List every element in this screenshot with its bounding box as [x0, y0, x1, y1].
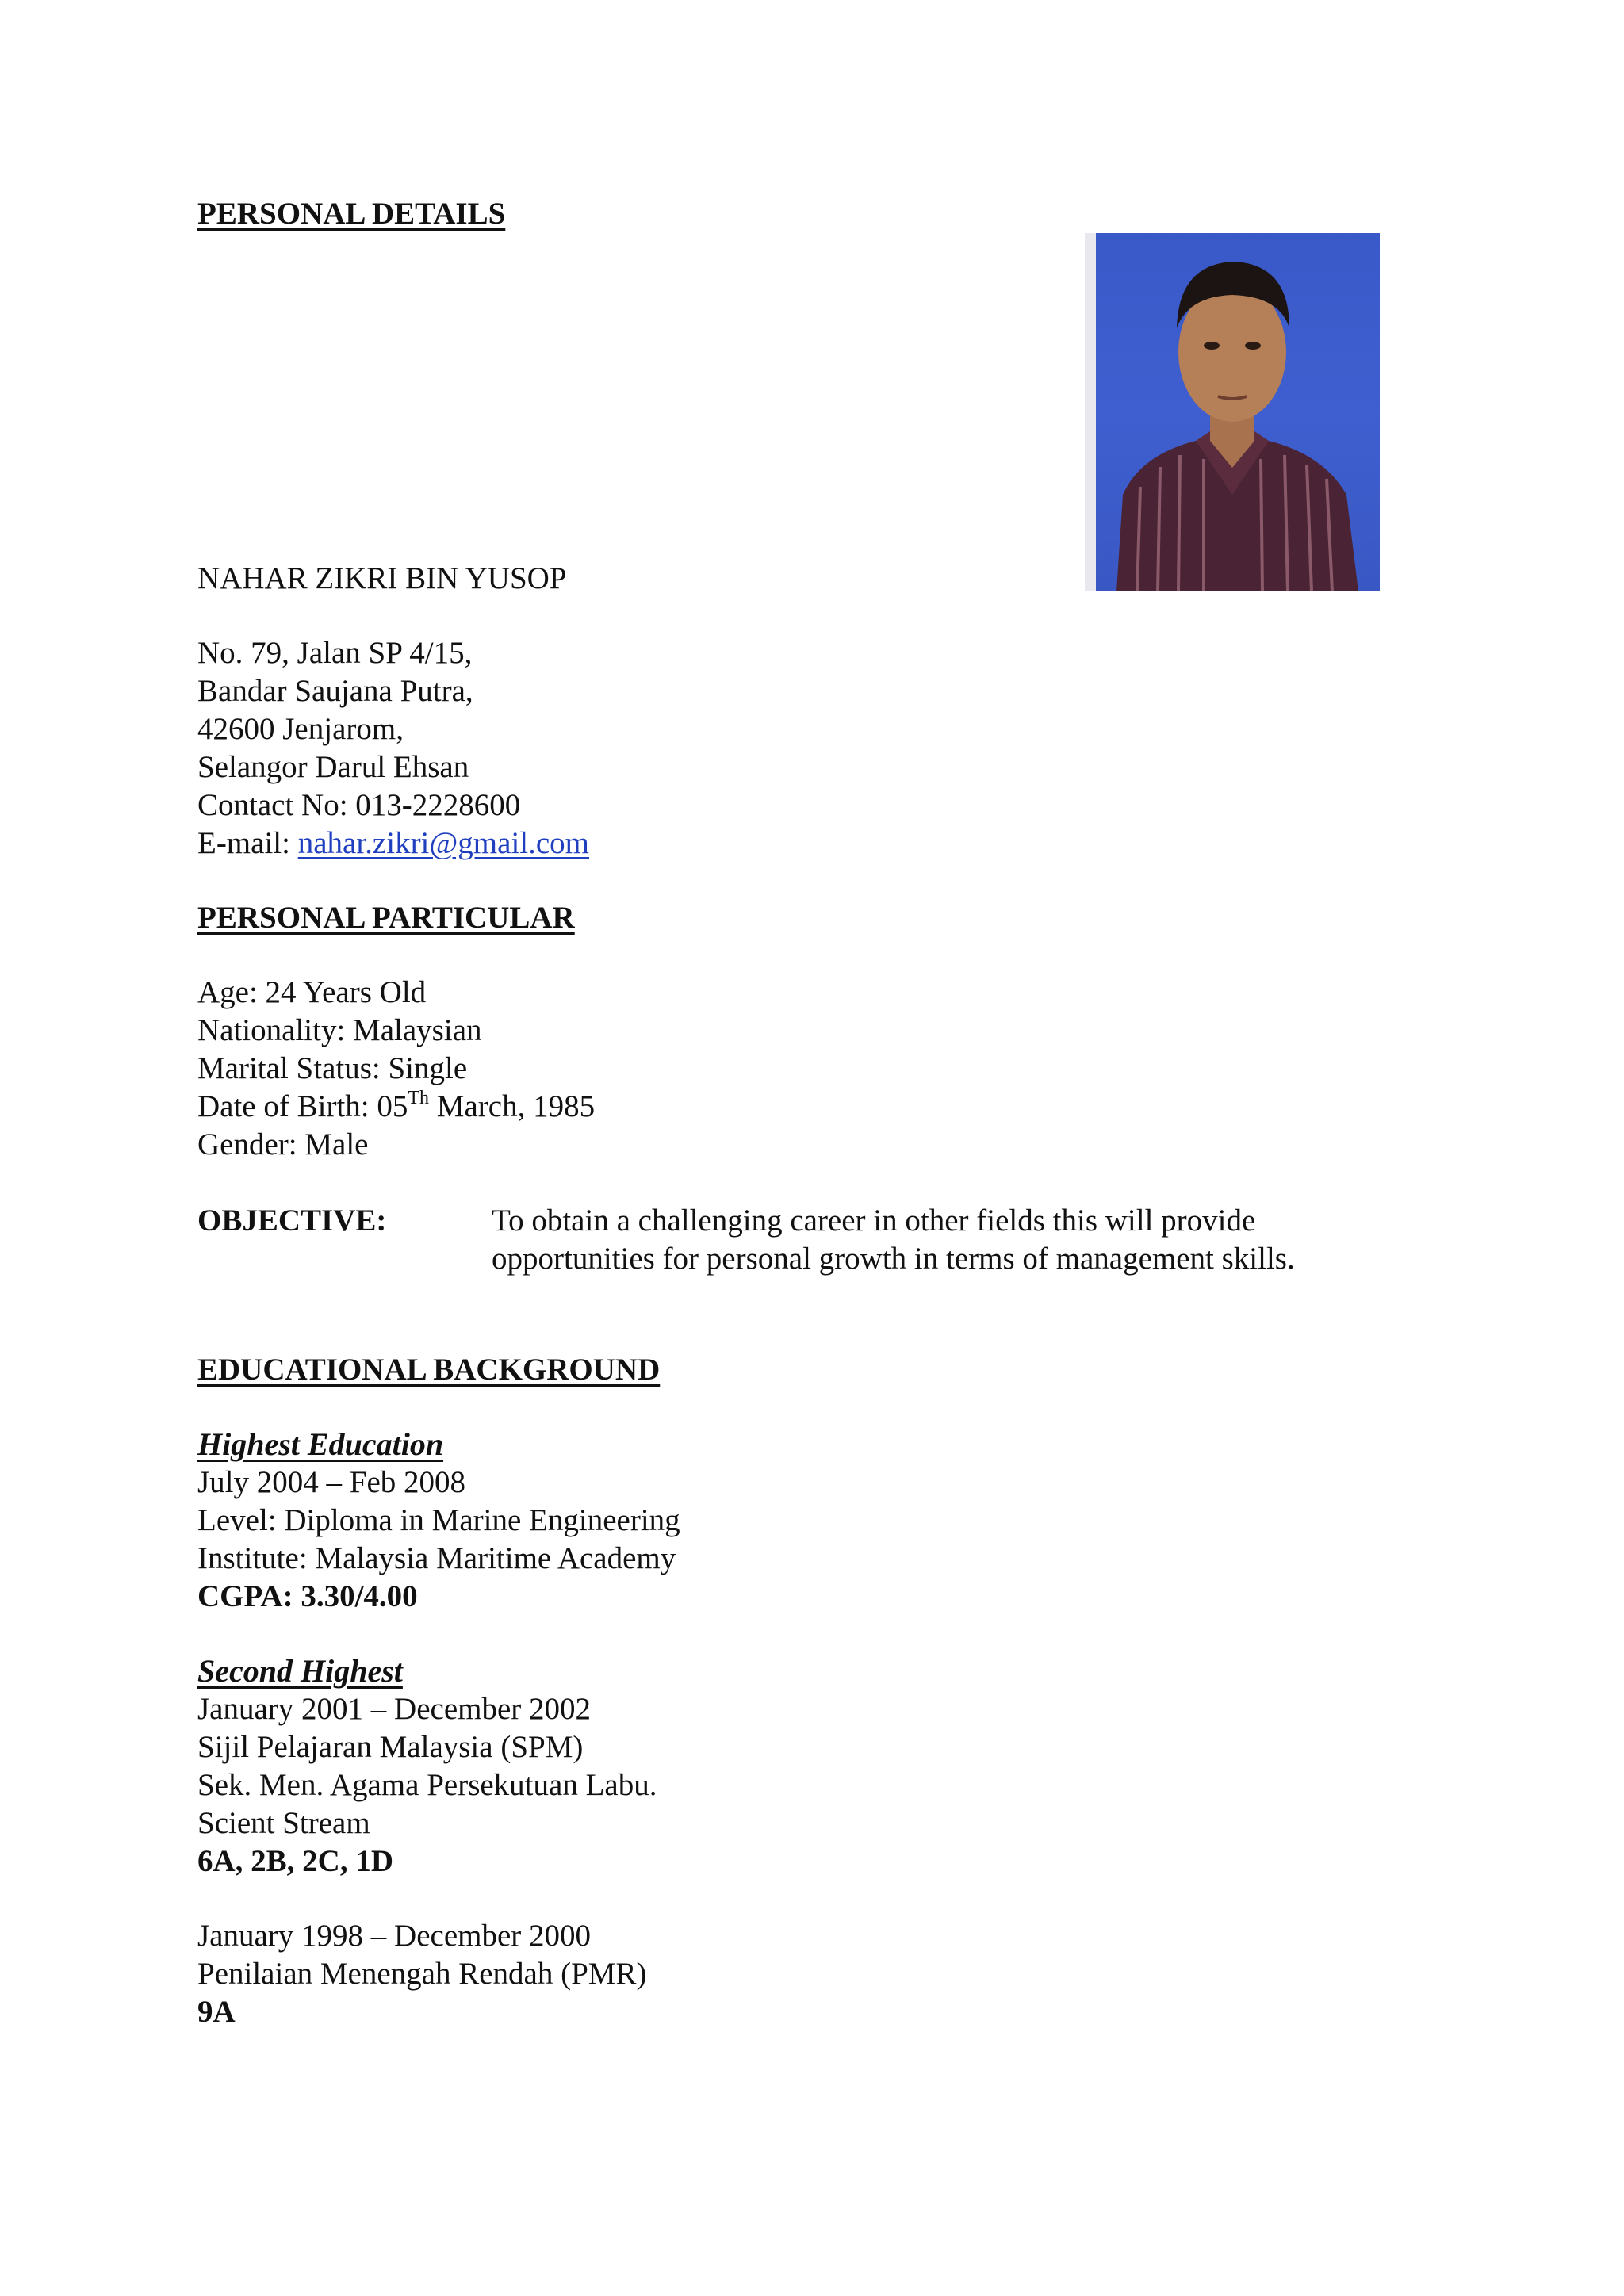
highest-education-institute: Institute: Malaysia Maritime Academy — [197, 1541, 676, 1575]
second-highest-school: Sek. Men. Agama Persekutuan Labu. — [197, 1768, 657, 1802]
contact-number: Contact No: 013-2228600 — [197, 788, 521, 822]
full-name: NAHAR ZIKRI BIN YUSOP — [197, 561, 567, 595]
gender: Gender: Male — [197, 1127, 369, 1161]
address-line-4: Selangor Darul Ehsan — [197, 750, 469, 784]
objective-label: OBJECTIVE: — [197, 1203, 387, 1238]
education-heading: EDUCATIONAL BACKGROUND — [197, 1353, 661, 1387]
objective-text-line-2: opportunities for personal growth in terms of management skills. — [492, 1242, 1295, 1276]
third-education-result: 9A — [197, 1995, 236, 2029]
address-line-2: Bandar Saujana Putra, — [197, 674, 473, 708]
age: Age: 24 Years Old — [197, 975, 427, 1009]
address-line-3: 42600 Jenjarom, — [197, 712, 404, 746]
second-highest-result: 6A, 2B, 2C, 1D — [197, 1844, 394, 1878]
personal-details-heading: PERSONAL DETAILS — [197, 197, 506, 231]
personal-particular-heading: PERSONAL PARTICULAR — [197, 901, 575, 935]
date-of-birth — [197, 1088, 595, 1126]
nationality: Nationality: Malaysian — [197, 1013, 482, 1047]
highest-education-title: Highest Education — [197, 1426, 444, 1462]
highest-education-period: July 2004 – Feb 2008 — [197, 1465, 466, 1499]
second-highest-qualification: Sijil Pelajaran Malaysia (SPM) — [197, 1730, 584, 1764]
email-link[interactable]: nahar.zikri@gmail.com — [297, 826, 590, 860]
dob-ordinal: Th — [408, 1088, 430, 1108]
email-row — [197, 825, 589, 863]
highest-education-level: Level: Diploma in Marine Engineering — [197, 1503, 680, 1537]
second-highest-stream: Scient Stream — [197, 1806, 370, 1840]
dob-prefix: Date of Birth: 05 — [197, 1089, 408, 1123]
dob-suffix: March, 1985 — [429, 1089, 596, 1123]
email-label: E-mail: — [197, 826, 290, 860]
objective-text-line-1: To obtain a challenging career in other fields this will provide — [492, 1203, 1256, 1238]
second-highest-period: January 2001 – December 2002 — [197, 1692, 592, 1726]
third-education-qualification: Penilaian Menengah Rendah (PMR) — [197, 1957, 647, 1991]
second-highest-title: Second Highest — [197, 1653, 403, 1689]
profile-photo — [1085, 233, 1380, 591]
highest-education-cgpa: CGPA: 3.30/4.00 — [197, 1579, 418, 1613]
marital-status: Marital Status: Single — [197, 1051, 468, 1085]
third-education-period: January 1998 – December 2000 — [197, 1919, 592, 1953]
address-line-1: No. 79, Jalan SP 4/15, — [197, 636, 473, 670]
